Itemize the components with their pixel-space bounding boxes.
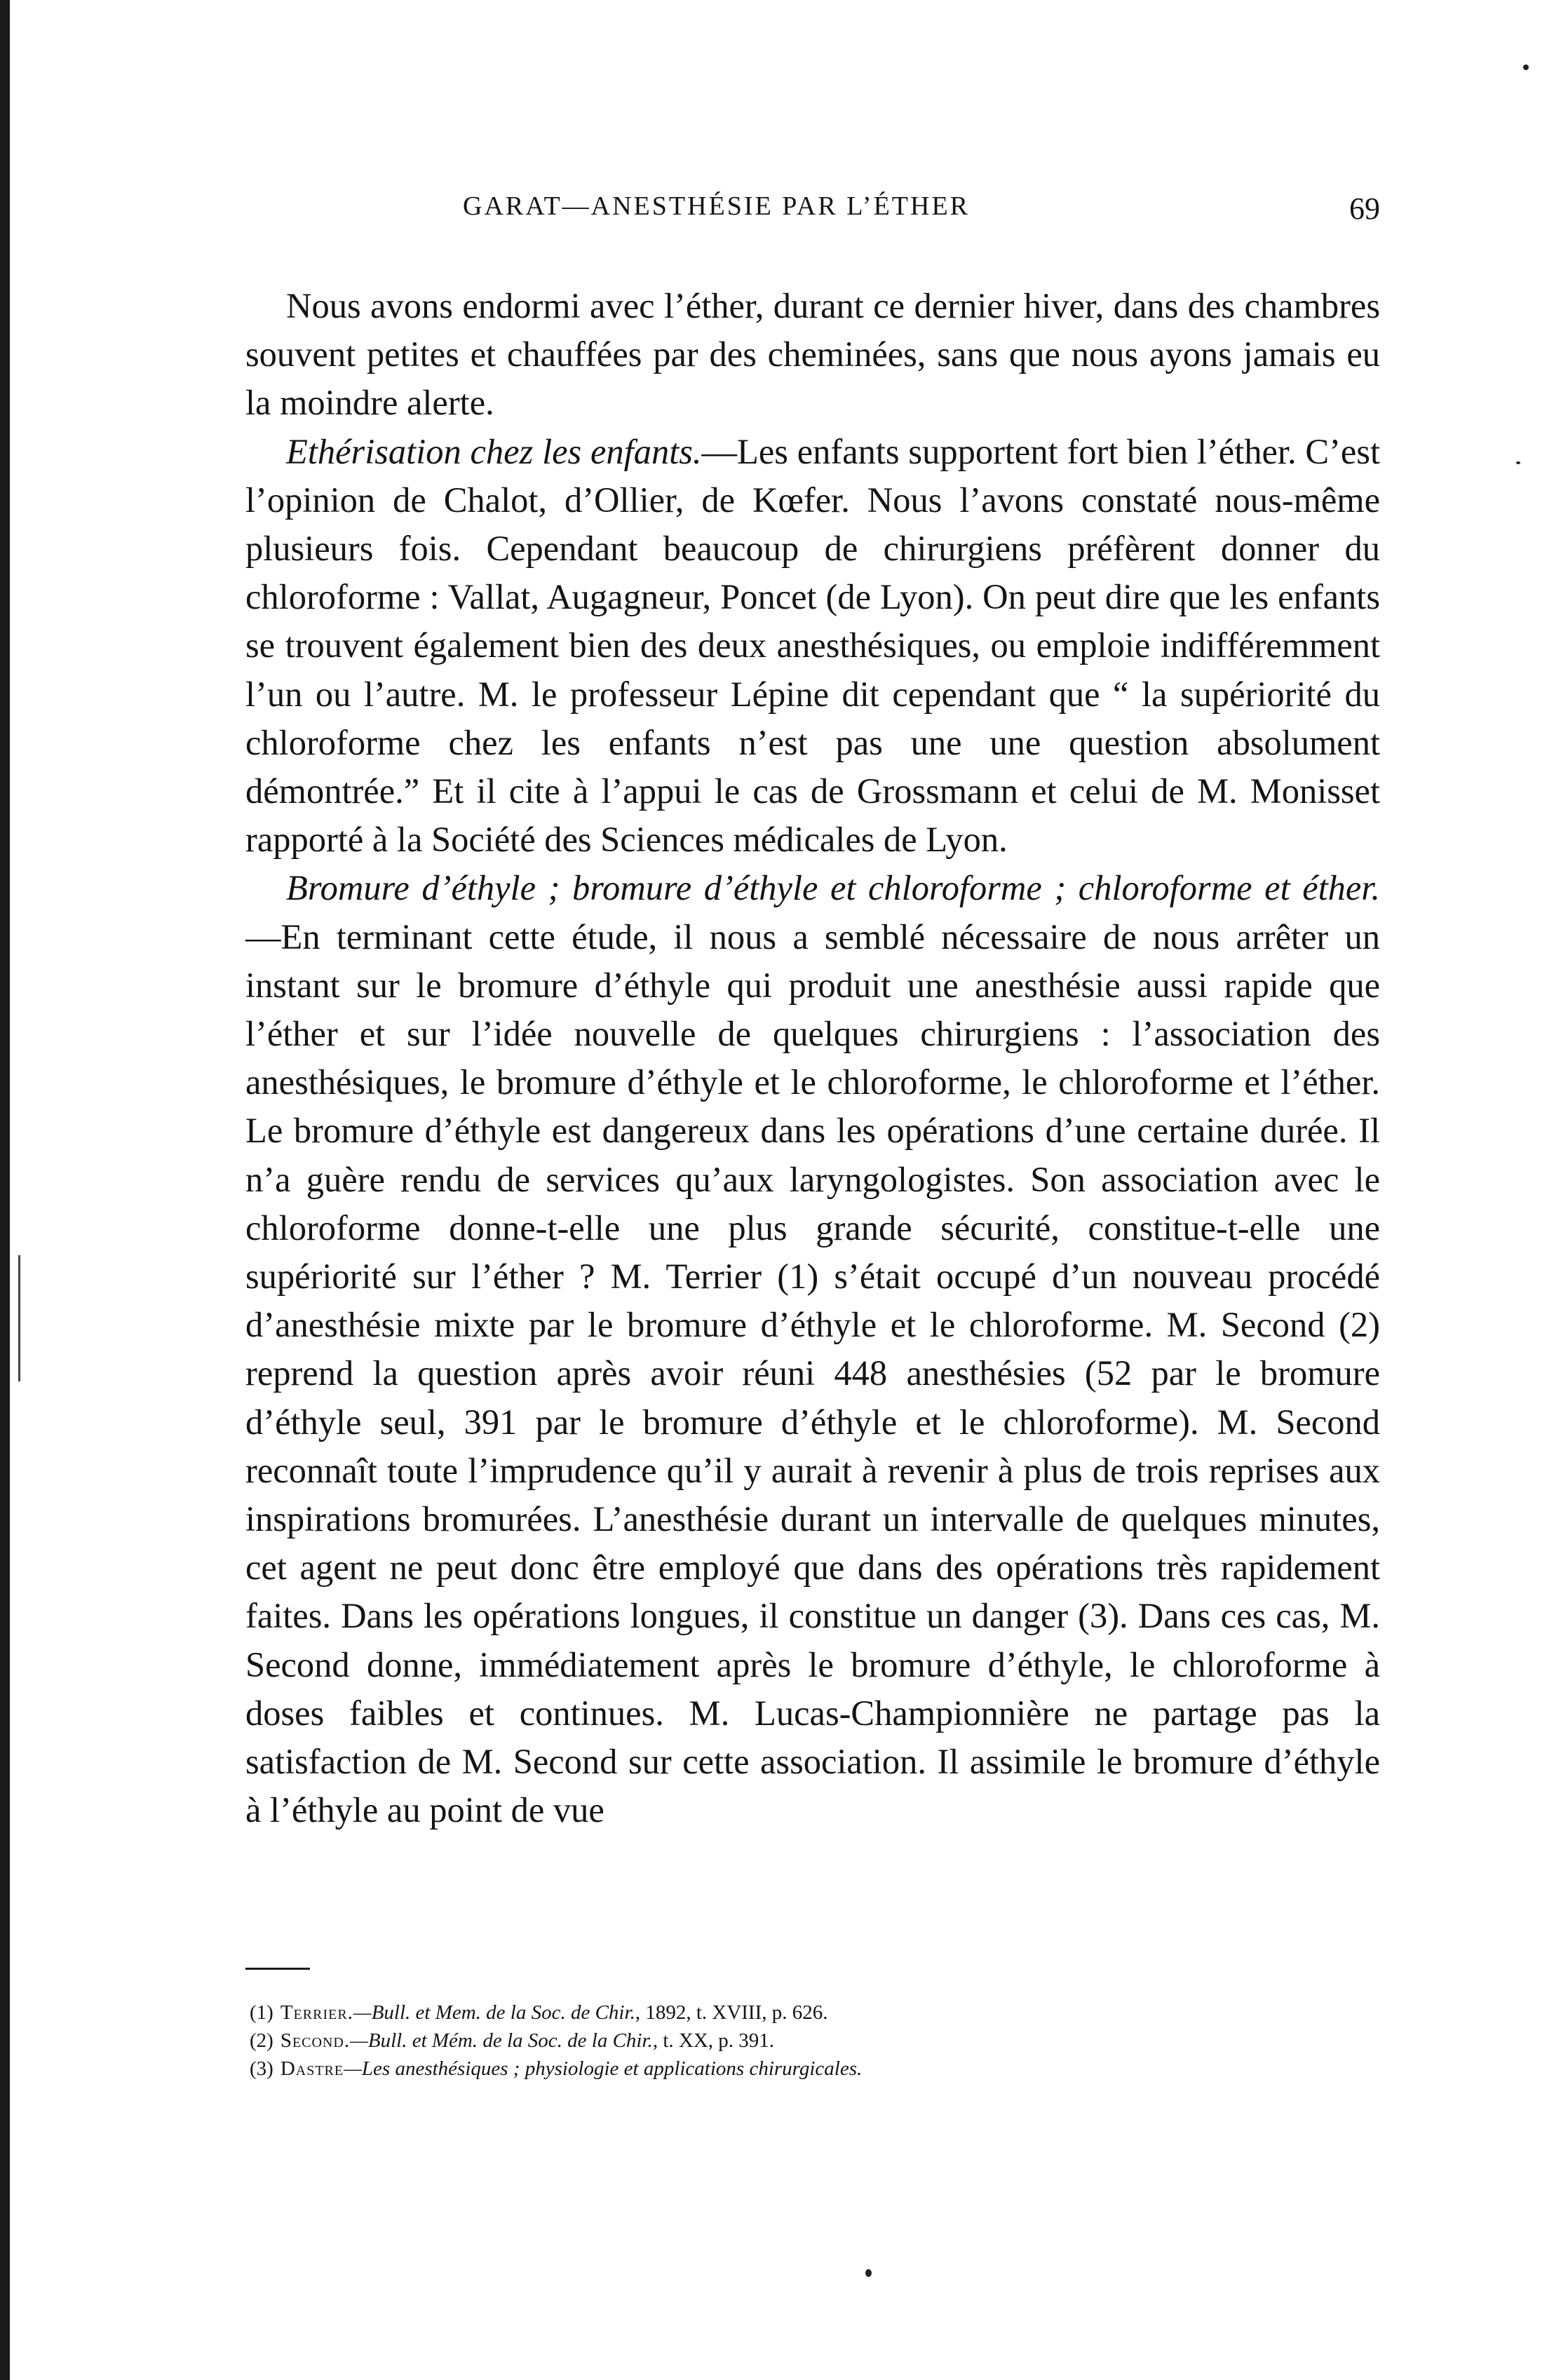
margin-ruling-mark <box>18 1255 20 1381</box>
footnote-author: Second. <box>280 2029 351 2052</box>
page-number: 69 <box>1349 191 1380 226</box>
footnote-reference: —Bull. et Mem. de la Soc. de Chir. <box>353 2001 635 2024</box>
footnote-detail: , t. XX, p. 391. <box>652 2029 775 2052</box>
body-text <box>245 282 1380 1835</box>
section-heading-enfants: Ethérisation chez les enfants. <box>286 431 702 471</box>
footnote-detail: , 1892, t. XVIII, p. 626. <box>635 2001 828 2024</box>
margin-speck <box>865 2269 872 2277</box>
margin-speck <box>1523 65 1529 70</box>
footnote-3 <box>250 2055 1380 2083</box>
footnotes <box>250 1999 1380 2083</box>
section-heading-bromure: Bromure d’éthyle ; bromure d’éthyle et chloroforme ; chloroforme et éther. <box>286 868 1380 908</box>
paragraph-2 <box>245 428 1380 865</box>
footnote-rule <box>245 1968 310 1970</box>
scan-binding-edge <box>0 0 10 2380</box>
footnote-author: Dastre <box>280 2057 344 2080</box>
running-head <box>245 191 1380 233</box>
footnote-number: (1) <box>250 2001 273 2024</box>
running-title: GARAT—ANESTHÉSIE PAR L’ÉTHER <box>463 191 971 221</box>
footnote-reference: —Les anesthésiques ; physiologie et applications chirurgicales. <box>344 2057 863 2080</box>
footnote-number: (2) <box>250 2029 273 2052</box>
margin-speck <box>1516 461 1520 464</box>
paragraph-3-text: —En terminant cette étude, il nous a semblé nécessaire de nous arrêter un instant sur le bromure d’éthyle qui produit une anesthésie aussi rapide que l’éther et sur l’idée nouvelle de quelques chirurgiens : l’association des anesthésiques, le bromure d’éthyle et le chloroforme, le chloroforme et l’éther. Le bromure d’éthyle est dangereux dans les opérations d’une certaine durée. Il n’a guère rendu de services qu’aux laryngologistes. Son association avec le chloroforme donne-t-elle une plus grande sécurité, constitue-t-elle une supériorité sur l’éther ? M. Terrier (1) s’était occupé d’un nouveau procédé d’anesthésie mixte par le bromure d’éthyle et le chloroforme. M. Second (2) reprend la question après avoir réuni 448 anesthésies (52 par le bromure d’éthyle seul, 391 par le bromure d’éthyle et le chloroforme). M. Second reconnaît toute l’imprudence qu’il y aurait à revenir à plus de trois reprises aux inspirations bromurées. L’anesthésie durant un intervalle de quelques minutes, cet agent ne peut donc être employé que dans des opérations très rapidement faites. Dans les opérations longues, il constitue un danger (3). Dans ces cas, M. Second donne, immédiatement après le bromure d’éthyle, le chloroforme à doses faibles et continues. M. Lucas-Championnière ne partage pas la satisfaction de M. Second sur cette association. Il assimile le bromure d’éthyle à l’éthyle au point de vue <box>245 917 1380 1830</box>
footnote-author: Terrier. <box>280 2001 353 2024</box>
paragraph-3 <box>245 864 1380 1834</box>
footnote-2 <box>250 2027 1380 2055</box>
paragraph-2-text: —Les enfants supportent fort bien l’éther. C’est l’opinion de Chalot, d’Ollier, de Kœfer. Nous l’avons constaté nous-même plusieurs fois. Cependant beaucoup de chirurgiens préfèrent donner du chloroforme : Vallat, Augagneur, Poncet (de Lyon). On peut dire que les enfants se trouvent également bien des deux anesthésiques, ou emploie indifféremment l’un ou l’autre. M. le professeur Lépine dit cependant que “ la supériorité du chloroforme chez les enfants n’est pas une une question absolument démontrée.” Et il cite à l’appui le cas de Grossmann et celui de M. Monisset rapporté à la Société des Sciences médicales de Lyon. <box>245 431 1380 860</box>
footnote-reference: —Bull. et Mém. de la Soc. de la Chir. <box>350 2029 653 2052</box>
footnote-1 <box>250 1999 1380 2027</box>
paragraph-1: Nous avons endormi avec l’éther, durant ce dernier hiver, dans des chambres souvent petites et chauffées par des cheminées, sans que nous ayons jamais eu la moindre alerte. <box>245 286 1380 423</box>
footnote-number: (3) <box>250 2057 273 2080</box>
